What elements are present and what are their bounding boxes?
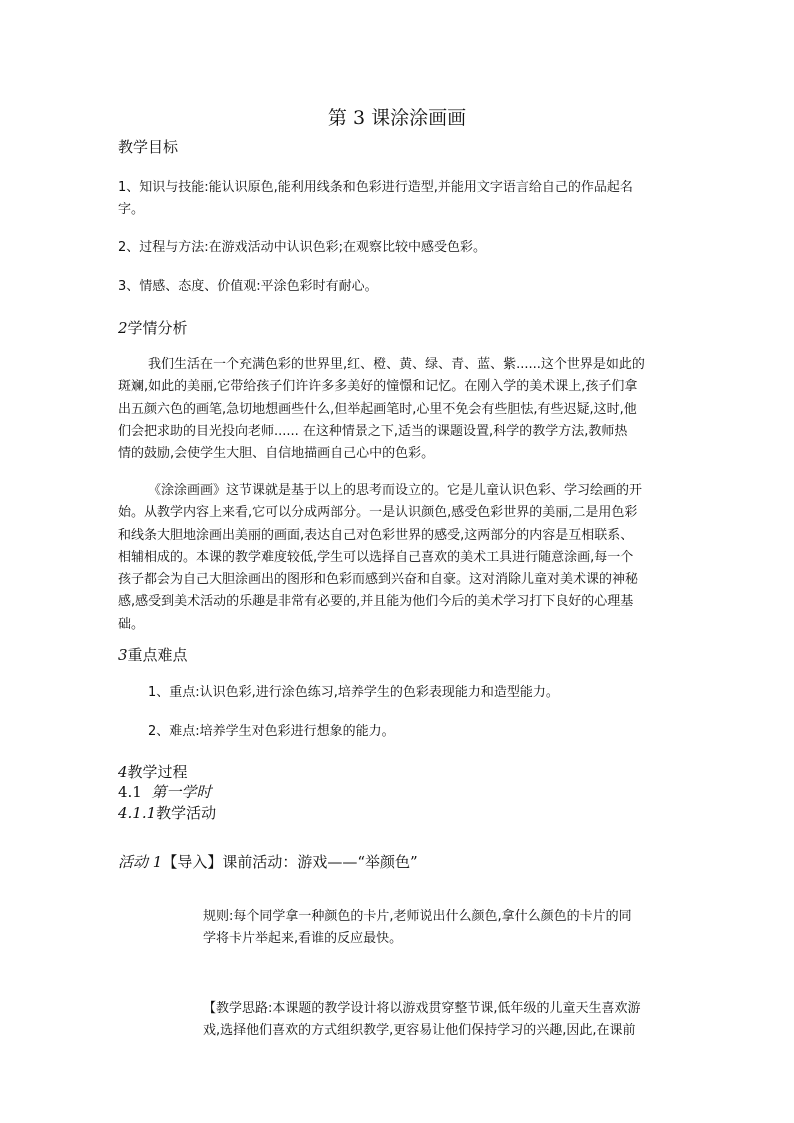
activity-rule [203, 906, 673, 951]
analysis-p1-line-5: 情的鼓励,会使学生大胆、自信地描画自己心中的色彩。 [118, 446, 435, 462]
heading-key-points-number: 3 [118, 646, 128, 664]
heading-key-points-label: 重点难点 [127, 646, 188, 664]
subheading-lesson-1-label: 第一学时 [151, 783, 212, 801]
analysis-p2-line-1: 《涂涂画画》这节课就是基于以上的思考而设立的。它是儿童认识色彩、学习绘画的开 [148, 483, 643, 498]
goal-item-1 [118, 177, 718, 222]
activity-1-title: 【导入】课前活动：游戏——“举颜色” [162, 853, 418, 871]
analysis-p2-line-4: 相辅相成的。本课的教学难度较低,学生可以选择自己喜欢的美术工具进行随意涂画,每一个 [118, 549, 634, 565]
subheading-lesson-1 [118, 782, 211, 802]
goal-item-1-line-2: 字。 [118, 202, 145, 218]
heading-teaching-process-number: 4 [118, 763, 128, 781]
analysis-paragraph-1 [118, 354, 678, 465]
goal-item-1-line-1: 1、知识与技能:能认识原色,能利用线条和色彩进行造型,并能用文字语言给自己的作品起名 [118, 180, 633, 195]
heading-teaching-process [118, 762, 188, 782]
subheading-lesson-1-number: 4.1 [118, 783, 142, 801]
heading-key-points [118, 645, 188, 665]
goal-item-3: 3、情感、态度、价值观:平涂色彩时有耐心。 [118, 279, 378, 294]
activity-rule-line-1: 规则:每个同学拿一种颜色的卡片,老师说出什么颜色,拿什么颜色的卡片的同 [203, 909, 632, 924]
analysis-paragraph-2 [118, 480, 678, 636]
subheading-teaching-activity [118, 803, 216, 823]
goal-item-2: 2、过程与方法:在游戏活动中认识色彩;在观察比较中感受色彩。 [118, 240, 487, 255]
analysis-p2-line-3: 和线条大胆地涂画出美丽的画面,表达自己对色彩世界的感受,这两部分的内容是互相联系、 [118, 527, 634, 543]
subheading-teaching-activity-number: 4.1.1 [118, 804, 157, 822]
heading-teaching-process-label: 教学过程 [127, 763, 188, 781]
analysis-p2-line-6: 感,感受到美术活动的乐趣是非常有必要的,并且能为他们今后的美术学习打下良好的心理基 [118, 594, 634, 610]
heading-student-analysis-label: 学情分析 [127, 319, 188, 337]
activity-rule-line-2: 学将卡片举起来,看谁的反应最快。 [203, 931, 403, 947]
analysis-p1-line-3: 出五颜六色的画笔,急切地想画些什么,但举起画笔时,心里不免会有些胆怯,有些迟疑,这时,他 [118, 401, 637, 417]
analysis-p2-line-7: 础。 [118, 616, 145, 632]
heading-teaching-goals: 教学目标 [118, 138, 179, 156]
analysis-p2-line-5: 孩子都会为自己大胆涂画出的图形和色彩而感到兴奋和自豪。这对消除儿童对美术课的神秘 [118, 572, 639, 588]
key-point-1: 1、重点:认识色彩,进行涂色练习,培养学生的色彩表现能力和造型能力。 [148, 685, 559, 700]
analysis-p1-line-1: 我们生活在一个充满色彩的世界里,红、橙、黄、绿、青、蓝、紫......这个世界是如此的 [148, 357, 645, 372]
heading-student-analysis [118, 318, 188, 338]
heading-student-analysis-number: 2 [118, 319, 128, 337]
key-point-2: 2、难点:培养学生对色彩进行想象的能力。 [148, 724, 395, 739]
activity-1-prefix: 活动 1 [118, 853, 163, 871]
analysis-p1-line-4: 们会把求助的目光投向老师...... 在这种情景之下,适当的课题设置,科学的教学方法,教师热 [118, 423, 628, 439]
subheading-teaching-activity-label: 教学活动 [156, 804, 217, 822]
activity-1-heading [118, 852, 418, 872]
teaching-idea [203, 998, 673, 1043]
document-title: 第 3 课涂涂画画 [327, 107, 467, 129]
teaching-idea-line-1: 【教学思路:本课题的教学设计将以游戏贯穿整节课,低年级的儿童天生喜欢游 [203, 1001, 641, 1016]
analysis-p2-line-2: 始。从教学内容上来看,它可以分成两部分。一是认识颜色,感受色彩世界的美丽,二是用色彩 [118, 505, 638, 521]
analysis-p1-line-2: 斑斓,如此的美丽,它带给孩子们许许多多美好的憧憬和记忆。在刚入学的美术课上,孩子们拿 [118, 379, 638, 395]
teaching-idea-line-2: 戏,选择他们喜欢的方式组织教学,更容易让他们保持学习的兴趣,因此,在课前 [203, 1023, 636, 1039]
